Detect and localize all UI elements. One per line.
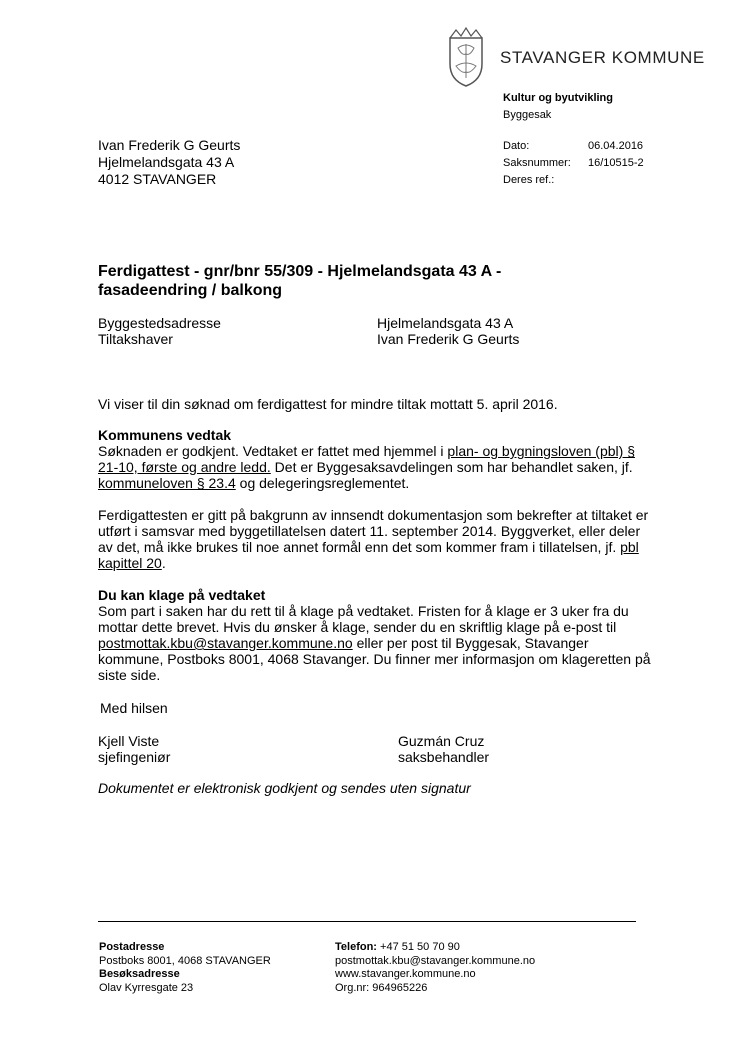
- appeal-heading: Du kan klage på vedtaket: [98, 587, 266, 603]
- electronic-approval-note: Dokumentet er elektronisk godkjent og sendes uten signatur: [98, 780, 471, 796]
- phone: [335, 941, 460, 953]
- stavanger-coat-of-arms-icon: [440, 24, 492, 90]
- recipient-name: Ivan Frederik G Geurts: [98, 137, 241, 153]
- pbl-chapter-link[interactable]: pbl kapittel 20: [98, 539, 639, 571]
- phone-label: Telefon:: [335, 941, 377, 953]
- greeting: Med hilsen: [100, 700, 168, 716]
- appeal-text-2: eller per post til Byggesak, Stavanger kommune, Postboks 8001, 4068 Stavanger. Du finner mer informasjon om klageretten på siste side.: [98, 635, 651, 683]
- appeal-text-1: Som part i saken har du rett til å klage på vedtaket. Fristen for å klage er 3 uker fra du mottar dette brevet. Hvis du ønsker å klage, sender du en skriftlig klage på e-post til: [98, 603, 629, 635]
- email-link[interactable]: postmottak.kbu@stavanger.kommune.no: [98, 635, 353, 651]
- org-number: Org.nr: 964965226: [335, 982, 428, 994]
- footer-website[interactable]: www.stavanger.kommune.no: [335, 968, 476, 980]
- decision-paragraph: [98, 443, 653, 491]
- case-number-value: 16/10515-2: [588, 157, 644, 169]
- date-value: 06.04.2016: [588, 140, 644, 152]
- postal-address-heading: Postadresse: [99, 941, 165, 953]
- section-name: Byggesak: [503, 109, 552, 121]
- signer1-name: Kjell Viste: [98, 733, 160, 749]
- phone-value: +47 51 50 70 90: [376, 941, 460, 953]
- footer-email[interactable]: postmottak.kbu@stavanger.kommune.no: [335, 955, 536, 967]
- date-label: Dato:: [503, 140, 530, 152]
- decision-text-3: og delegeringsreglementet.: [235, 475, 410, 491]
- owner-label: Tiltakshaver: [98, 331, 173, 347]
- visit-address-value: Olav Kyrresgate 23: [99, 982, 194, 994]
- letter-title: Ferdigattest - gnr/bnr 55/309 - Hjelmelandsgata 43 A - fasadeendring / balkong: [98, 263, 502, 299]
- completion-text-1: Ferdigattesten er gitt på bakgrunn av innsendt dokumentasjon som bekrefter at tiltaket er utført i samsvar med byggetillatelsen datert 11. september 2014. Byggverket, eller deler av det, må ikke brukes til noe annet formål enn det som kommer fram i tillatelsen, jf.: [98, 507, 649, 555]
- visit-address-heading: Besøksadresse: [99, 968, 180, 980]
- owner-value: Ivan Frederik G Geurts: [377, 331, 520, 347]
- postal-address-value: Postboks 8001, 4068 STAVANGER: [99, 955, 271, 967]
- footer-divider: [98, 921, 636, 922]
- decision-text-1: Søknaden er godkjent. Vedtaket er fattet med hjemmel i: [98, 443, 448, 459]
- address-value: Hjelmelandsgata 43 A: [377, 315, 514, 331]
- department-name: Kultur og byutvikling: [503, 92, 613, 104]
- signer1-title: sjefingeniør: [98, 749, 171, 765]
- recipient-postal: 4012 STAVANGER: [98, 171, 217, 187]
- signer2-name: Guzmán Cruz: [398, 733, 485, 749]
- recipient-street: Hjelmelandsgata 43 A: [98, 154, 235, 170]
- decision-text-2: Det er Byggesaksavdelingen som har behandlet saken, jf.: [270, 459, 633, 475]
- completion-paragraph: [98, 507, 653, 571]
- address-label: Byggestedsadresse: [98, 315, 221, 331]
- signer2-title: saksbehandler: [398, 749, 490, 765]
- intro-paragraph: Vi viser til din søknad om ferdigattest for mindre tiltak mottatt 5. april 2016.: [98, 396, 558, 412]
- organization-name: STAVANGER KOMMUNE: [500, 48, 705, 67]
- kommuneloven-link[interactable]: kommuneloven § 23.4: [98, 475, 236, 491]
- appeal-paragraph: [98, 603, 653, 683]
- completion-text-2: .: [161, 555, 166, 571]
- your-reference-label: Deres ref.:: [503, 174, 555, 186]
- decision-heading: Kommunens vedtak: [98, 427, 232, 443]
- pbl-link[interactable]: plan- og bygningsloven (pbl) § 21-10, første og andre ledd.: [98, 443, 635, 475]
- case-number-label: Saksnummer:: [503, 157, 571, 169]
